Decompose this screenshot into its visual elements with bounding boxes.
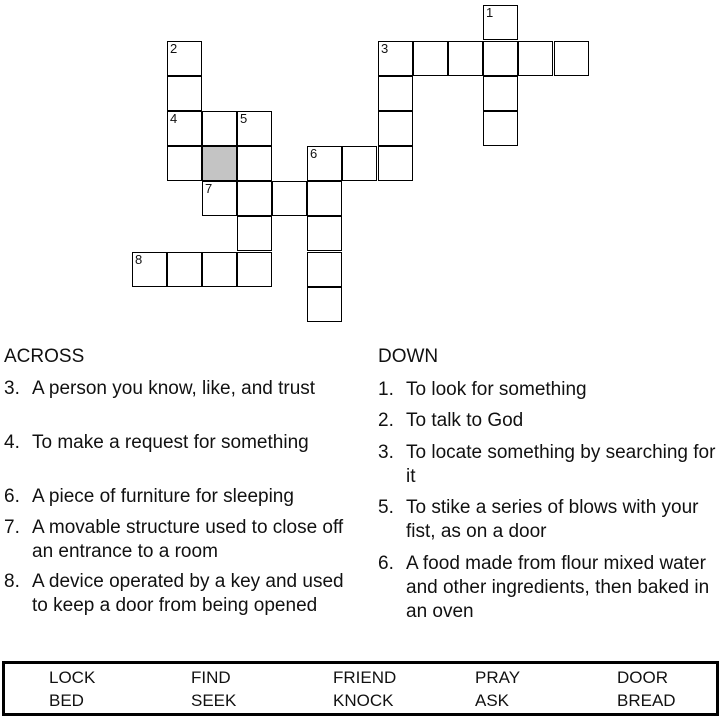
grid-cell[interactable] [167, 41, 202, 76]
grid-cell[interactable] [378, 41, 413, 76]
grid-cell[interactable] [202, 252, 237, 287]
cell-number: 6 [310, 146, 318, 161]
grid-cell[interactable] [378, 76, 413, 111]
cell-number: 8 [135, 252, 143, 267]
grid-cell[interactable] [448, 41, 483, 76]
grid-cell[interactable] [518, 41, 553, 76]
grid-cell[interactable] [167, 252, 202, 287]
word-bank-item: KNOCK [333, 691, 394, 710]
down-clue: 5. To stike a series of blows with your fist, as on a door [378, 497, 699, 542]
across-heading: ACROSS [4, 346, 85, 367]
word-bank-item: LOCK [49, 668, 96, 687]
grid-cell[interactable] [167, 111, 202, 146]
grid-cell[interactable] [307, 287, 342, 322]
grid-cell[interactable] [132, 252, 167, 287]
down-clue: 2. To talk to God [378, 410, 524, 431]
word-bank-item: BED [49, 691, 84, 710]
down-heading: DOWN [378, 346, 439, 367]
down-clue: 3. To locate something by searching for it [378, 442, 716, 487]
grid-cell[interactable] [483, 111, 518, 146]
grid-cell[interactable] [237, 216, 272, 251]
grid-cell[interactable] [272, 181, 307, 216]
across-clue: 8. A device operated by a key and used to keep a door from being opened [4, 571, 344, 616]
cell-number: 5 [240, 111, 248, 126]
across-clue: 3. A person you know, like, and trust [4, 378, 316, 399]
grid-cell[interactable] [237, 181, 272, 216]
word-bank-item: FIND [191, 668, 231, 687]
down-clue: 6. A food made from flour mixed water and other ingredients, then baked in an oven [378, 553, 710, 622]
grid-cell[interactable] [202, 111, 237, 146]
grid-cell[interactable] [237, 146, 272, 181]
word-bank-item: DOOR [617, 668, 668, 687]
word-bank-item: FRIEND [333, 668, 397, 687]
grid-cell[interactable] [342, 146, 377, 181]
shaded-cell [202, 146, 237, 181]
grid-cell[interactable] [307, 216, 342, 251]
grid-cell[interactable] [378, 111, 413, 146]
cell-number: 7 [205, 181, 213, 196]
cell-number: 2 [170, 41, 178, 56]
cell-number: 1 [486, 5, 494, 20]
grid-cell[interactable] [307, 146, 342, 181]
grid-cell[interactable] [307, 252, 342, 287]
grid-cell[interactable] [237, 111, 272, 146]
grid-cell[interactable] [202, 181, 237, 216]
cell-number: 3 [381, 41, 389, 56]
across-clue: 4. To make a request for something [4, 432, 309, 453]
across-clue: 7. A movable structure used to close off an entrance to a room [4, 517, 344, 562]
grid-cell[interactable] [413, 41, 448, 76]
cell-number: 4 [170, 111, 178, 126]
word-bank-item: PRAY [475, 668, 521, 687]
grid-cell[interactable] [378, 146, 413, 181]
word-bank-item: BREAD [617, 691, 676, 710]
grid-cell[interactable] [237, 252, 272, 287]
across-clue: 6. A piece of furniture for sleeping [4, 486, 294, 507]
down-clue: 1. To look for something [378, 379, 587, 400]
word-bank-item: ASK [475, 691, 510, 710]
grid-cell[interactable] [483, 41, 518, 76]
grid-cell[interactable] [554, 41, 589, 76]
grid-cell[interactable] [483, 5, 518, 40]
word-bank [2, 661, 719, 716]
grid-cell[interactable] [307, 181, 342, 216]
grid-cell[interactable] [167, 76, 202, 111]
word-bank-item: SEEK [191, 691, 237, 710]
grid-cell[interactable] [167, 146, 202, 181]
grid-cell[interactable] [483, 76, 518, 111]
crossword-grid [0, 0, 727, 330]
